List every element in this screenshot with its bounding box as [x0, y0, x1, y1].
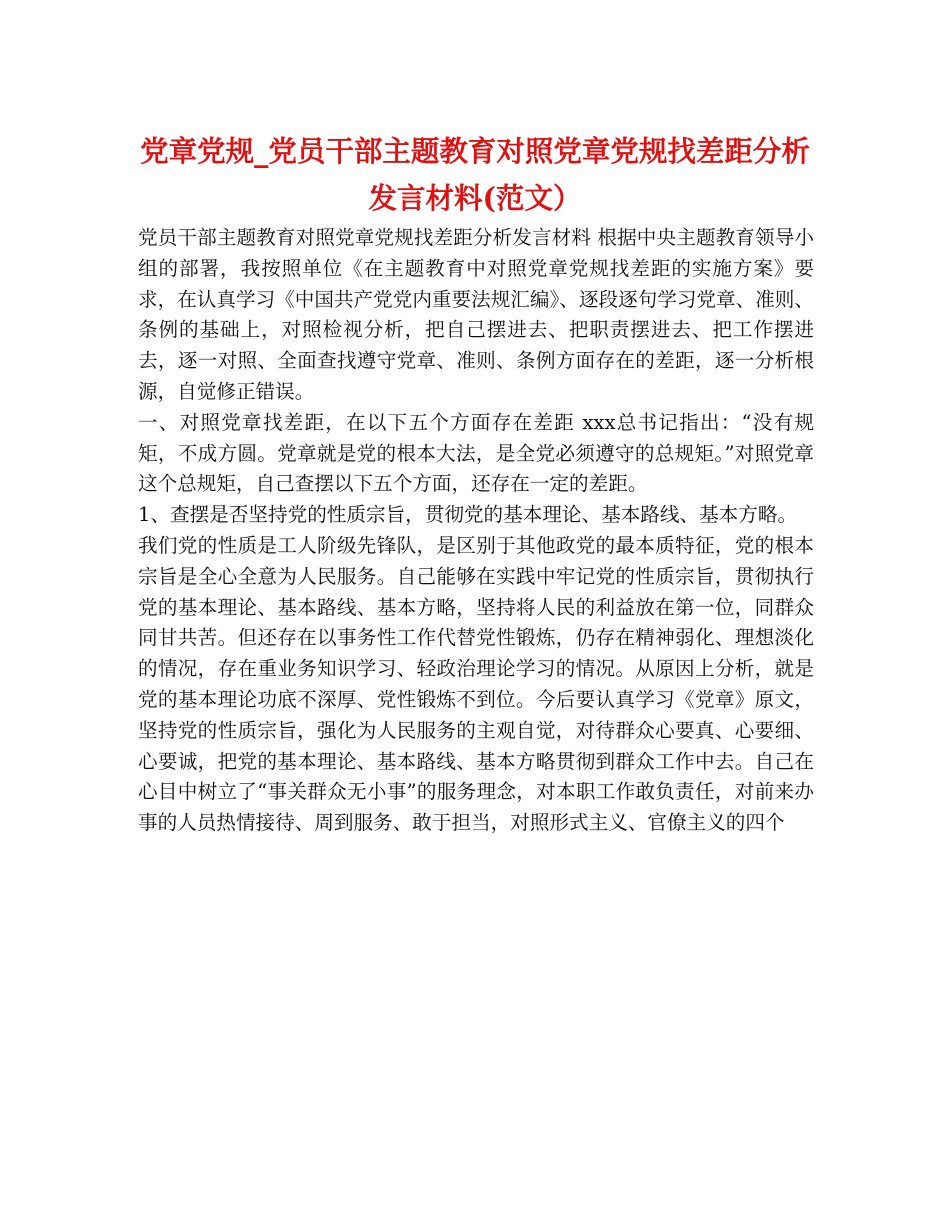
- paragraph-item-1-heading: 1、查摆是否坚持党的性质宗旨，贯彻党的基本理论、基本路线、基本方略。: [138, 503, 798, 527]
- paragraph-section-1-heading: 一、对照党章找差距，在以下五个方面存在差距 xxx总书记指出：“没有规矩，不成方圆。党章就是党的根本大法，是全党必须遵守的总规矩。”对照党章这个总规矩，自己查摆以下五个方面，还存在一定的差距。: [138, 410, 814, 496]
- paragraph-item-1-body: 我们党的性质是工人阶级先锋队，是区别于其他政党的最本质特征，党的根本宗旨是全心全意为人民服务。自己能够在实践中牢记党的性质宗旨，贯彻执行党的基本理论、基本路线、基本方略，坚持将人民的利益放在第一位，同群众同甘共苦。但还存在以事务性工作代替党性锻炼，仍存在精神弱化、理想淡化的情况，存在重业务知识学习、轻政治理论学习的情况。从原因上分析，就是党的基本理论功底不深厚、党性锻炼不到位。今后要认真学习《党章》原文，坚持党的性质宗旨，强化为人民服务的主观自觉，对待群众心要真、心要细、心要诚，把党的基本理论、基本路线、基本方略贯彻到群众工作中去。自己在心目中树立了“事关群众无小事”的服务理念，对本职工作敢负责任，对前来办事的人员热情接待、周到服务、敢于担当，对照形式主义、官僚主义的四个: [138, 533, 814, 835]
- paragraph-intro: 党员干部主题教育对照党章党规找差距分析发言材料 根据中央主题教育领导小组的部署，我按照单位《在主题教育中对照党章党规找差距的实施方案》要求，在认真学习《中国共产党党内重要法规汇编》、逐段逐句学习党章、准则、条例的基础上，对照检视分析，把自己摆进去、把职责摆进去、把工作摆进去，逐一对照、全面查找遵守党章、准则、条例方面存在的差距，逐一分析根源，自觉修正错误。: [138, 226, 814, 403]
- document-body: [138, 223, 814, 839]
- title-line-2: 发言材料(范文）: [368, 181, 582, 215]
- title-line-1: 党章党规_党员干部主题教育对照党章党规找差距分析: [140, 134, 810, 168]
- document-title: [60, 128, 890, 222]
